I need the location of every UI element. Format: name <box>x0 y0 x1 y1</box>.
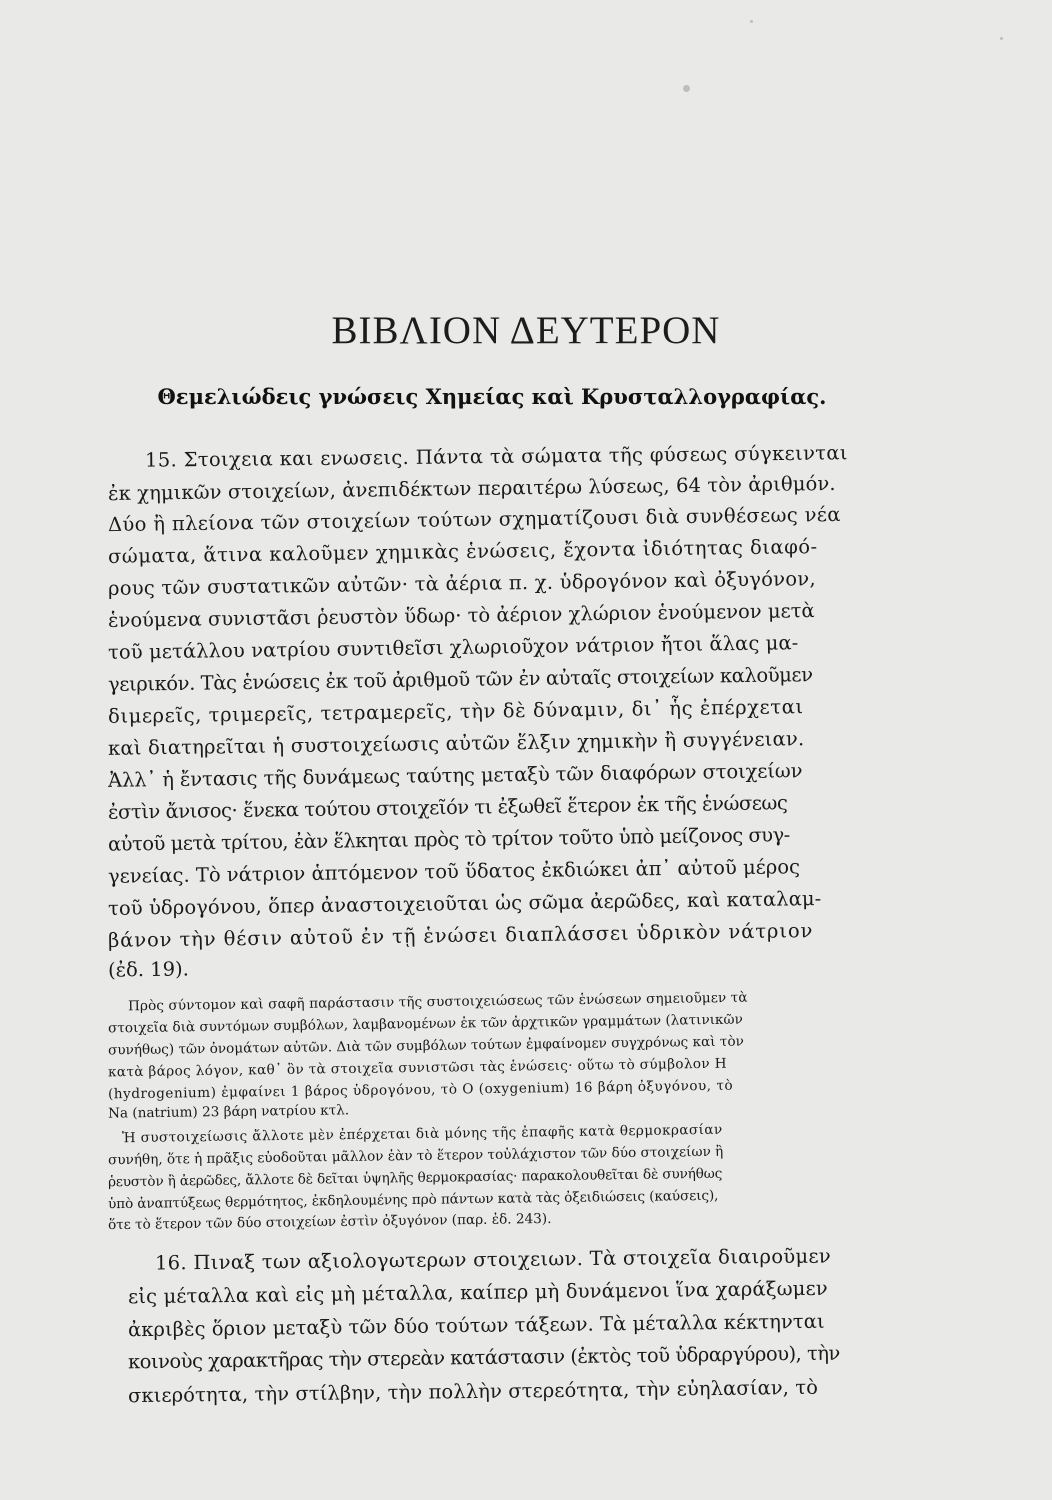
text-line: εἰς μέταλλα καὶ εἰς μὴ μέταλλα, καίπερ μὴ δυνάμενοι ἵνα χαράξωμεν <box>127 1276 828 1309</box>
text-line: ἑνούμενα συνιστᾶσι ῥευστὸν ὕδωρ· τὸ ἀέριον χλώριον ἑνούμενον μετὰ <box>107 599 815 632</box>
text-line: 15. Στοιχεια και ενωσεις. Πάντα τὰ σώματα τῆς φύσεως σύγκεινται <box>144 441 848 472</box>
paper-speck <box>1000 37 1003 40</box>
note-line: ὑπὸ ἀναπτύξεως θερμότητος, ἐκδηλουμένης πρὸ πάντων κατὰ τὰς ὀξειδιώσεις (καύσεις), <box>107 1187 719 1213</box>
note-line: ῥευστὸν ἢ ἀερῶδες, ἄλλοτε δὲ δεῖται ὑψηλῆς θερμοκρασίας· παρακολουθεῖται δὲ συνήθως <box>107 1165 723 1191</box>
chapter-subtitle: Θεμελιώδεις γνώσεις Χημείας καὶ Κρυσταλλογραφίας. <box>157 384 827 409</box>
text-line: Δύο ἢ πλείονα τῶν στοιχείων τούτων σχηματίζουσι διὰ συνθέσεως νέα <box>107 502 841 537</box>
text-line: Ἀλλ᾿ ἡ ἔντασις τῆς δυνάμεως ταύτης μεταξὺ τῶν διαφόρων στοιχείων <box>107 759 803 792</box>
note-line: (hydrogenium) ἐμφαίνει 1 βάρος ὑδρογόνου, τὸ O (oxygenium) 16 βάρη ὀξυγόνου, τὸ <box>107 1077 734 1103</box>
note-line: ὅτε τὸ ἕτερον τῶν δύο στοιχείων ἐστὶν ὀξυγόνον (παρ. ἐδ. 243). <box>107 1210 552 1234</box>
paper-speck <box>750 20 753 23</box>
note-line: συνήθη, ὅτε ἡ πρᾶξις εὐοδοῦται μᾶλλον ἐὰν τὸ ἕτερον τοὐλάχιστον τῶν δύο στοιχείων ἢ <box>107 1143 724 1169</box>
text-line: βάνον τὴν θέσιν αὐτοῦ ἐν τῇ ἑνώσει διαπλάσσει ὑδρικὸν νάτριον <box>107 919 814 952</box>
note-line: κατὰ βάρος λόγον, καθ᾿ ὃν τὰ στοιχεῖα συνιστῶσι τὰς ἑνώσεις· οὕτω τὸ σύμβολον H <box>107 1055 727 1081</box>
text-line: σκιερότητα, τὴν στίλβην, τὴν πολλὴν στερεότητα, τὴν εὐηλασίαν, τὸ <box>127 1375 819 1408</box>
text-line: ἐστὶν ἄνισος· ἕνεκα τούτου στοιχεῖόν τι ἐξωθεῖ ἕτερον ἐκ τῆς ἑνώσεως <box>107 791 788 824</box>
text-line: (ἐδ. 19). <box>107 957 189 982</box>
text-line: καὶ διατηρεῖται ἡ συστοιχείωσις αὐτῶν ἕλξιν χημικὴν ἢ συγγένειαν. <box>107 727 805 760</box>
note-line: Na (natrium) 23 βάρη νατρίου κτλ. <box>107 1102 350 1122</box>
book-title: ΒΙΒΛΙΟΝ ΔΕΥΤΕΡΟΝ <box>331 309 721 352</box>
text-line: γενείας. Τὸ νάτριον ἁπτόμενον τοῦ ὕδατος ἐκδιώκει ἀπ᾿ αὐτοῦ μέρος <box>107 855 801 888</box>
text-line: αὐτοῦ μετὰ τρίτου, ἐὰν ἕλκηται πρὸς τὸ τρίτον τοῦτο ὑπὸ μείζονος συγ- <box>107 823 790 856</box>
note-line: Πρὸς σύντομον καὶ σαφῆ παράστασιν τῆς συστοιχειώσεως τῶν ἑνώσεων σημειοῦμεν τὰ <box>127 989 748 1015</box>
text-line: ἐκ χημικῶν στοιχείων, ἀνεπιδέκτων περαιτέρω λύσεως, 64 τὸν ἀριθμόν. <box>107 471 836 506</box>
text-line: ρους τῶν συστατικῶν αὐτῶν· τὰ ἀέρια π. χ. ὑδρογόνον καὶ ὀξυγόνον, <box>107 567 817 600</box>
text-line: γειρικόν. Τὰς ἑνώσεις ἐκ τοῦ ἀριθμοῦ τῶν ἐν αὐταῖς στοιχείων καλοῦμεν <box>107 663 813 696</box>
text-line: τοῦ ὑδρογόνου, ὅπερ ἀναστοιχειοῦται ὡς σῶμα ἀερῶδες, καὶ καταλαμ- <box>107 887 822 920</box>
note-line: Ἡ συστοιχείωσις ἄλλοτε μὲν ἐπέρχεται διὰ μόνης τῆς ἐπαφῆς κατὰ θερμοκρασίαν <box>121 1121 723 1147</box>
note-line: στοιχεῖα διὰ συντόμων συμβόλων, λαμβανομένων ἐκ τῶν ἀρχτικῶν γραμμάτων (λατινικῶν <box>107 1011 743 1037</box>
paper-speck <box>683 85 690 92</box>
text-line: κοινοὺς χαρακτῆρας τὴν στερεὰν κατάστασιν (ἐκτὸς τοῦ ὑδραργύρου), τὴν <box>127 1341 840 1374</box>
note-line: συνήθως) τῶν ὀνομάτων αὐτῶν. Διὰ τῶν συμβόλων τούτων ἐμφαίνομεν συγχρόνως καὶ τὸν <box>107 1033 744 1059</box>
text-line: ἀκριβὲς ὅριον μεταξὺ τῶν δύο τούτων τάξεων. Τὰ μέταλλα κέκτηνται <box>127 1309 825 1342</box>
text-line: τοῦ μετάλλου νατρίου συντιθεῖσι χλωριοῦχον νάτριον ἤτοι ἅλας μα- <box>107 631 799 664</box>
text-line: διμερεῖς, τριμερεῖς, τετραμερεῖς, τὴν δὲ δύναμιν, δι᾿ ἧς ἐπέρχεται <box>107 695 804 728</box>
text-line: σώματα, ἅτινα καλοῦμεν χημικὰς ἑνώσεις, ἔχοντα ἰδιότητας διαφό- <box>107 535 818 568</box>
text-line: 16. Πιναξ των αξιολογωτερων στοιχειων. Τὰ στοιχεῖα διαιροῦμεν <box>154 1244 832 1275</box>
